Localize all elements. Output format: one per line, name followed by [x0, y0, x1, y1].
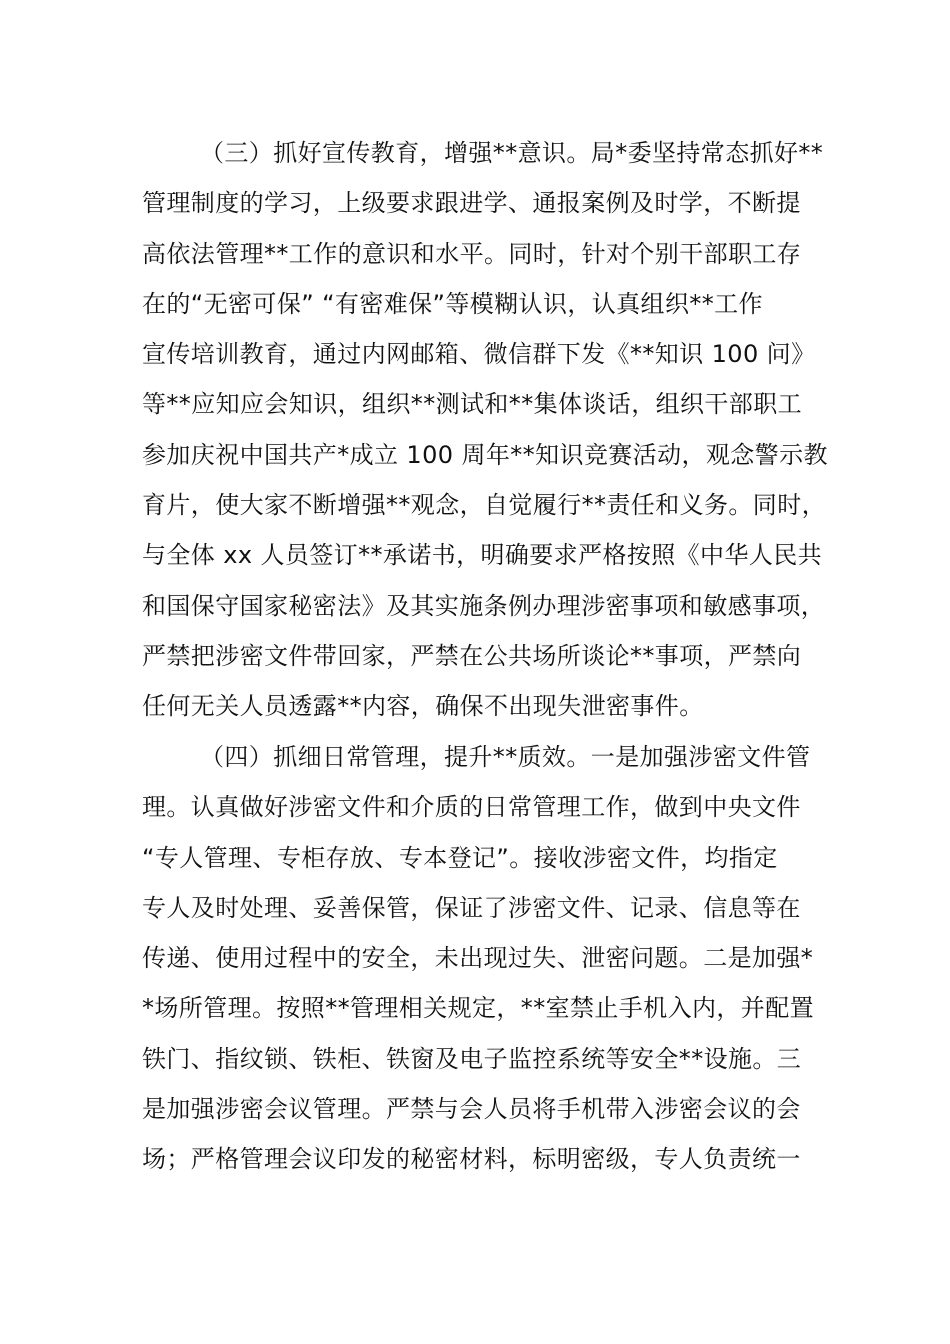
paragraph-line: 严禁把涉密文件带回家，严禁在公共场所谈论**事项，严禁向: [142, 641, 802, 670]
paragraph-line: 铁门、指纹锁、铁柜、铁窗及电子监控系统等安全**设施。三: [142, 1044, 802, 1073]
paragraph-line: 育片，使大家不断增强**观念，自觉履行**责任和义务。同时，: [142, 491, 826, 520]
paragraph-line: 任何无关人员透露**内容，确保不出现失泄密事件。: [142, 692, 704, 721]
paragraph-line: 等**应知应会知识，组织**测试和**集体谈话，组织干部职工: [142, 390, 802, 419]
paragraph-line: “专人管理、专柜存放、专本登记”。接收涉密文件，均指定: [142, 843, 778, 872]
paragraph-line: 宣传培训教育，通过内网邮箱、微信群下发《**知识 100 问》: [142, 340, 816, 369]
paragraph-line: 参加庆祝中国共产*成立 100 周年**知识竞赛活动，观念警示教: [142, 440, 828, 469]
paragraph-line: 传递、使用过程中的安全，未出现过失、泄密问题。二是加强*: [142, 944, 814, 973]
paragraph-line: 和国保守国家秘密法》及其实施条例办理涉密事项和敏感事项，: [142, 591, 826, 620]
paragraph-line: （四）抓细日常管理，提升**质效。一是加强涉密文件管: [200, 743, 811, 771]
paragraph-line: 管理制度的学习，上级要求跟进学、通报案例及时学，不断提: [142, 189, 801, 218]
paragraph-section-three: [142, 128, 828, 732]
paragraph-line: （三）抓好宣传教育，增强**意识。局*委坚持常态抓好**: [200, 139, 824, 167]
paragraph-line: 在的“无密可保” “有密难保”等模糊认识，认真组织**工作: [142, 289, 763, 318]
paragraph-line: 场；严格管理会议印发的秘密材料，标明密级，专人负责统一: [142, 1145, 801, 1174]
paragraph-line: 是加强涉密会议管理。严禁与会人员将手机带入涉密会议的会: [142, 1095, 801, 1124]
paragraph-line: 与全体 xx 人员签订**承诺书，明确要求严格按照《中华人民共: [142, 541, 823, 570]
paragraph-section-four: [142, 732, 812, 1185]
paragraph-line: 理。认真做好涉密文件和介质的日常管理工作，做到中央文件: [142, 793, 801, 822]
paragraph-line: 专人及时处理、妥善保管，保证了涉密文件、记录、信息等在: [142, 893, 801, 922]
paragraph-line: 高依法管理**工作的意识和水平。同时，针对个别干部职工存: [142, 239, 802, 268]
paragraph-line: *场所管理。按照**管理相关规定，**室禁止手机入内，并配置: [142, 994, 814, 1023]
